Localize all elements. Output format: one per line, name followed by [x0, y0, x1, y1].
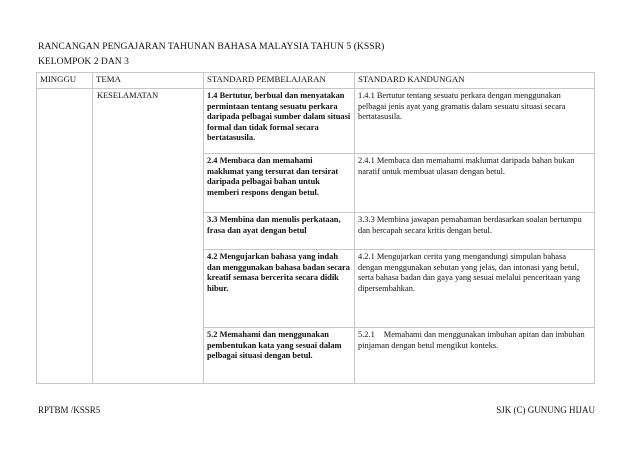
column-header-standard-kandungan: STANDARD KANDUNGAN: [355, 73, 595, 89]
tema-cell: [93, 89, 204, 384]
standard-pembelajaran-cell: 2.4 Membaca dan memahami maklumat yang tersurat dan tersirat daripada pelbagai bahan untuk memberi respons dengan betul.: [204, 154, 355, 213]
column-header-standard-pembelajaran: STANDARD PEMBELAJARAN: [204, 73, 355, 89]
standard-kandungan-cell: 1.4.1 Bertutur tentang sesuatu perkara dengan menggunakan pelbagai jenis ayat yang gramatis dalam sesuatu situasi secara bertatasusila.: [355, 89, 595, 154]
standard-pembelajaran-cell: 4.2 Mengujarkan bahasa yang indah dan menggunakan bahasa badan secara kreatif semasa bercerita secara didik hibur.: [204, 250, 355, 328]
footer-right-text: SJK (C) GUNUNG HIJAU: [496, 405, 595, 415]
standard-pembelajaran-cell: 3.3 Membina dan menulis perkataan, frasa dan ayat dengan betul: [204, 213, 355, 250]
footer-left-text: RPTBM /KSSR5: [38, 405, 101, 415]
table-row: [37, 89, 595, 154]
standard-kandungan-cell: [355, 328, 595, 384]
standard-kandungan-number: 5.2.1: [358, 330, 375, 339]
standard-kandungan-cell: 4.2.1 Mengujarkan cerita yang mengandungi simpulan bahasa dengan menggunakan sebutan yang jelas, dan intonasi yang betul, serta bahasa badan dan gaya yang sesuai melalui penceritaan yang dipersembahkan.: [355, 250, 595, 328]
standard-kandungan-cell: 2.4.1 Membaca dan memahami maklumat daripada bahan bukan naratif untuk membuat ulasan dengan betul.: [355, 154, 595, 213]
tema-text: KESELAMATAN: [97, 91, 159, 100]
lesson-plan-table: [36, 72, 595, 384]
column-header-minggu: MINGGU: [37, 73, 93, 89]
standard-pembelajaran-cell: 5.2 Memahami dan menggunakan pembentukan kata yang sesuai dalam pelbagai situasi dengan betul.: [204, 328, 355, 384]
minggu-cell: [37, 89, 93, 384]
table-header-row: [37, 73, 595, 89]
document-subtitle: KELOMPOK 2 DAN 3: [38, 56, 129, 67]
column-header-tema: TEMA: [93, 73, 204, 89]
standard-kandungan-cell: 3.3.3 Membina jawapan pemahaman berdasarkan soalan bertumpu dan bercapah secara kritis dengan betul.: [355, 213, 595, 250]
document-title: RANCANGAN PENGAJARAN TAHUNAN BAHASA MALAYSIA TAHUN 5 (KSSR): [38, 41, 385, 52]
standard-kandungan-text: Memahami dan menggunakan imbuhan apitan dan imbuhan pinjaman dengan betul mengikut konteks.: [358, 330, 585, 350]
standard-pembelajaran-cell: 1.4 Bertutur, berbual dan menyatakan permintaan tentang sesuatu perkara daripada pelbagai sumber dalam situasi formal dan tidak formal secara bertatasusila.: [204, 89, 355, 154]
